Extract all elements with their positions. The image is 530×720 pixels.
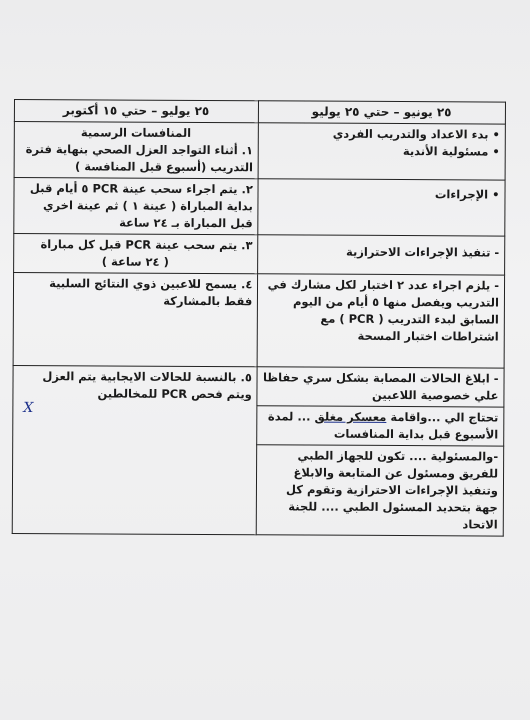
left-item-4: ٤. يسمح للاعبين ذوي النتائج السلبية فقط بالمشاركة xyxy=(49,276,253,309)
report-item: - ابلاغ الحالات المصابة بشكل سري حفاظا علي خصوصية اللاعبين xyxy=(262,370,499,403)
row-4 xyxy=(13,273,504,369)
row-2 xyxy=(14,178,505,237)
left-item-3: ٣. يتم سحب عينة PCR قبل كل مباراة xyxy=(40,237,253,253)
left-item-5-cell xyxy=(12,365,257,534)
camp-text-c: ... لمدة الأسبوع قبل بداية المنافسات xyxy=(267,409,499,442)
report-cell xyxy=(257,367,504,407)
schedule-table xyxy=(12,99,506,537)
medical-item: -والمسئولية .... تكون للجهاز الطبي للفريق ومسئول عن المتابعة والابلاغ وتنفيذ الإجراءات الاحترازية وتقوم كل جهة بتحديد المسئول الطبي .... للجنة الاتحاد xyxy=(286,448,499,532)
left-item-3-cell xyxy=(14,234,259,274)
left-item-4-cell xyxy=(13,273,258,367)
row-3 xyxy=(14,234,505,276)
official-title: المنافسات الرسمية xyxy=(80,125,192,140)
selection-item: - يلزم اجراء عدد ٢ اختبار لكل مشارك في التدريب ويفصل منها ٥ أيام من اليوم السابق لبدء التدريب ( PCR ) مع اشتراطات اختبار المسحة xyxy=(267,277,500,344)
procedures-item: • الإجراءات xyxy=(263,185,500,203)
row-5 xyxy=(13,365,504,407)
official-cell xyxy=(14,122,259,179)
left-item-2-cell xyxy=(14,178,259,235)
prep-cell xyxy=(258,123,505,180)
left-item-2: ٢. يتم اجراء سحب عينة PCR ٥ أيام قبل بداية المباراة ( عينة ١ ) ثم عينة اخري قبل المباراة بـ ٢٤ ساعة xyxy=(29,181,253,231)
row-1 xyxy=(14,122,505,181)
right-period-header: ٢٥ يونيو – حتي ٢٥ يوليو xyxy=(259,101,506,124)
left-period-header: ٢٥ يوليو – حتي ١٥ أكتوبر xyxy=(14,100,258,123)
handwritten-x-mark: X xyxy=(23,400,34,417)
camp-text-a: تحتاج الي ...واقامة xyxy=(390,409,499,425)
left-item-1: ١. أثناء التواجد العزل الصحي بنهاية فترة التدريب (أسبوع قبل المنافسة ) xyxy=(25,142,254,175)
clubs-item: • مسئولية الأندية xyxy=(263,142,500,160)
left-item-5: ٥. بالنسبة للحالات الايجابية يتم العزل ويتم فحص PCR للمخالطين xyxy=(42,369,252,402)
prep-item: • بدء الاعداد والتدريب الفردي xyxy=(263,125,500,143)
camp-cell xyxy=(257,406,504,446)
left-item-3b: ( ٢٤ ساعة ) xyxy=(101,254,169,269)
precautions-item: - تنفيذ الإجراءات الاحترازية xyxy=(345,244,500,260)
medical-cell xyxy=(257,445,504,536)
header-row xyxy=(14,100,505,125)
camp-item xyxy=(262,408,499,443)
selection-cell xyxy=(257,274,504,368)
camp-text-b: معسكر مغلق xyxy=(314,409,387,424)
procedures-cell xyxy=(258,179,505,236)
precautions-cell xyxy=(258,235,505,275)
